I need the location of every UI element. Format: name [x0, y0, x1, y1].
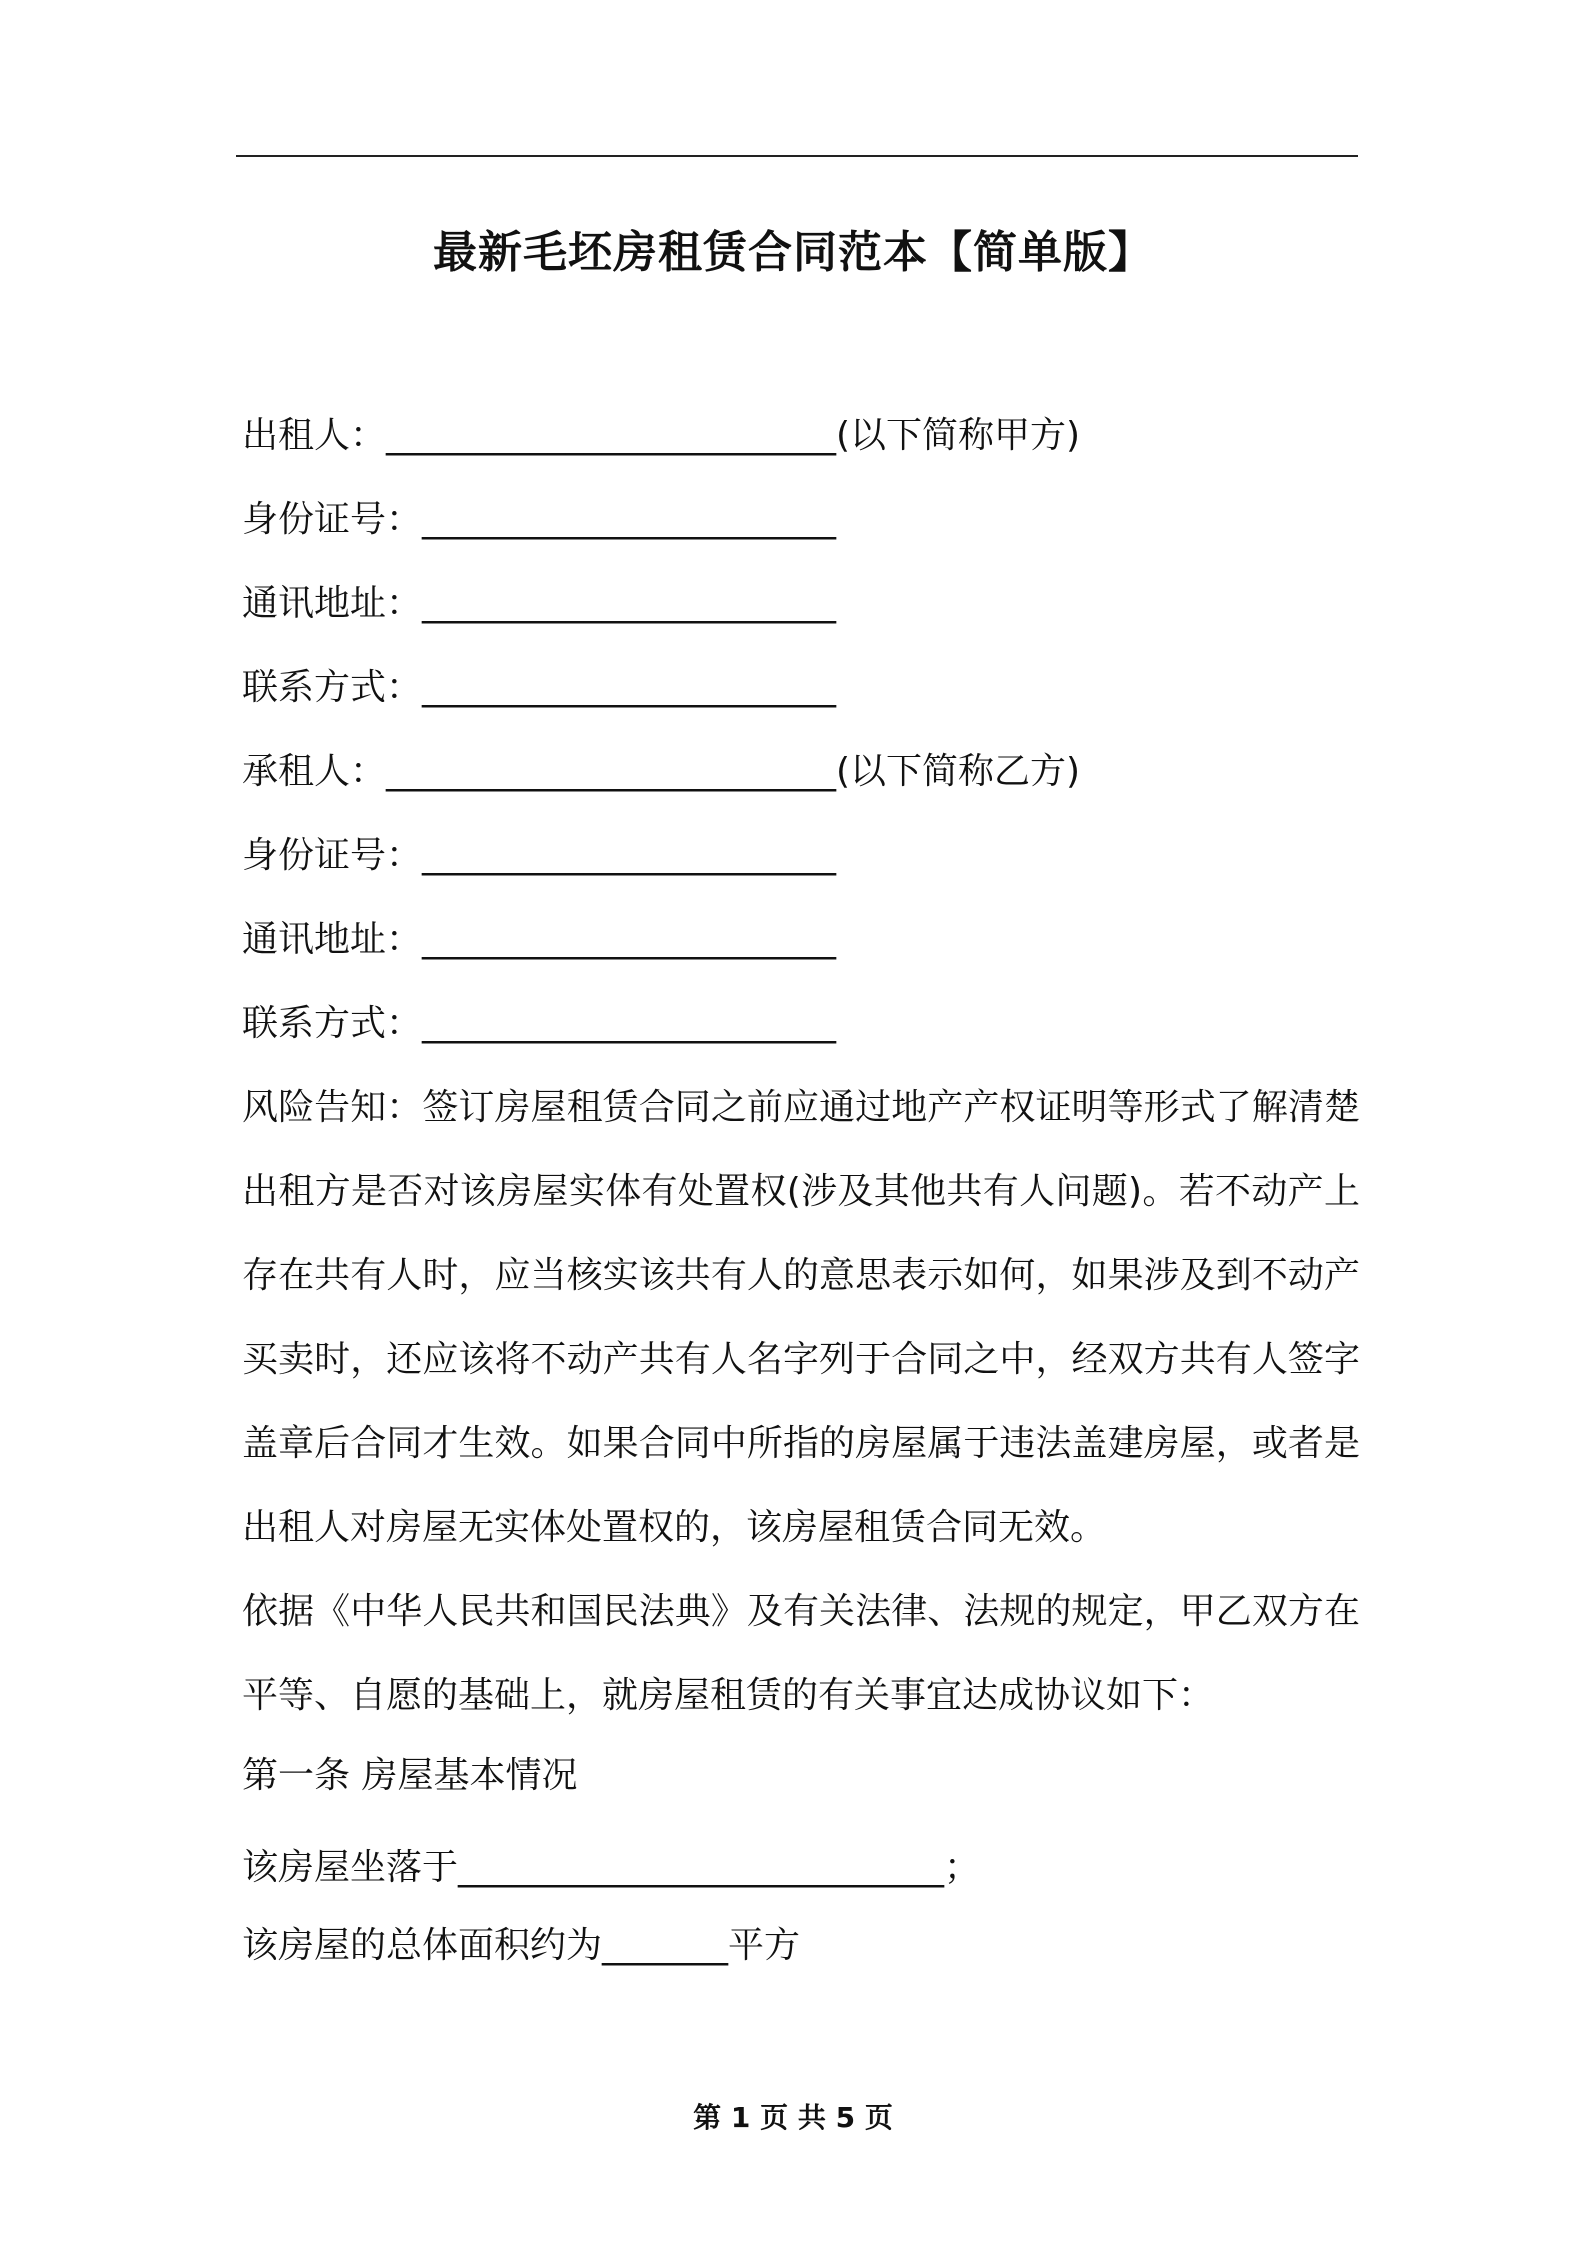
header-rule [236, 155, 1358, 157]
lessee-line: 承租人：_________________________(以下简称乙方) [242, 751, 1081, 792]
lessor-address-line: 通讯地址：_______________________ [242, 583, 837, 624]
lessor-contact-line: 联系方式：_______________________ [242, 667, 837, 708]
preamble-paragraph: 依据《中华人民共和国民法典》及有关法律、法规的规定，甲乙双方在平等、自愿的基础上，就房屋租赁的有关事宜达成协议如下： [242, 1591, 1360, 1716]
lessor-id-line: 身份证号：_______________________ [242, 499, 837, 540]
page-indicator: 第 1 页 共 5 页 [693, 2101, 893, 2134]
lessee-id-line: 身份证号：_______________________ [242, 835, 837, 876]
lessee-address-line: 通讯地址：_______________________ [242, 919, 837, 960]
lessee-contact-line: 联系方式：_______________________ [242, 1003, 837, 1044]
risk-notice-paragraph: 风险告知：签订房屋租赁合同之前应通过地产产权证明等形式了解清楚出租方是否对该房屋实体有处置权(涉及其他共有人问题)。若不动产上存在共有人时，应当核实该共有人的意思表示如何，如果涉及到不动产买卖时，还应该将不动产共有人名字列于合同之中，经双方共有人签字盖章后合同才生效。如果合同中所指的房屋属于违法盖建房屋，或者是出租人对房屋无实体处置权的，该房屋租赁合同无效。 [242, 1087, 1360, 1548]
lessor-line: 出租人：_________________________(以下简称甲方) [242, 415, 1081, 456]
article-1-heading: 第一条 房屋基本情况 [242, 1755, 578, 1796]
document-title: 最新毛坯房租赁合同范本【简单版】 [433, 227, 1153, 278]
house-location-line: 该房屋坐落于___________________________； [242, 1847, 981, 1888]
house-area-line: 该房屋的总体面积约为_______平方 [242, 1925, 801, 1966]
